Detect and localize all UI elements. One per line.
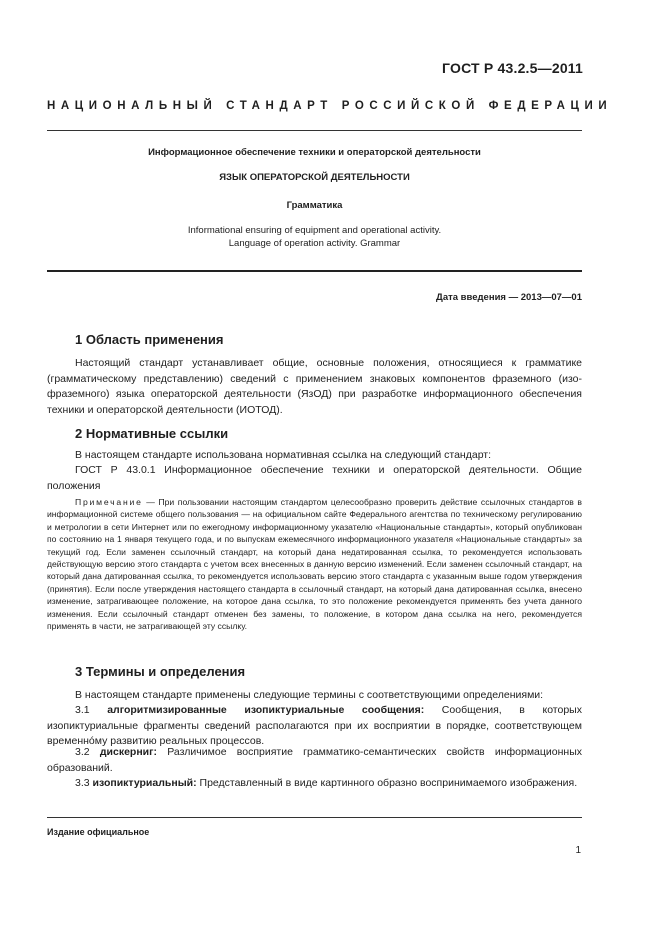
section1-heading: 1 Область применения bbox=[75, 332, 224, 347]
section3-heading: 3 Термины и определения bbox=[75, 664, 246, 679]
term-definition: Сообщения, в которых изопиктуриальные фрагменты сведений располагаются при их восприятии в порядке, соответствующем временнóму развитию реальных процессов. bbox=[47, 704, 582, 747]
section2-reference: ГОСТ Р 43.0.1 Информационное обеспечение техники и операторской деятельности. Общие положения bbox=[47, 464, 582, 492]
note-label: Примечание bbox=[75, 497, 143, 507]
section3-intro: В настоящем стандарте применены следующие термины с соответствующими определениями: bbox=[75, 689, 544, 701]
term-number: 3.1 bbox=[75, 704, 90, 716]
section2-intro: В настоящем стандарте использована нормативная ссылка на следующий стандарт: bbox=[75, 449, 492, 461]
document-subtitle: Грамматика bbox=[286, 200, 343, 211]
section2-heading: 2 Нормативные ссылки bbox=[75, 426, 229, 441]
term-3-1 bbox=[47, 703, 582, 750]
term-name: дискерниг: bbox=[99, 746, 157, 758]
term-3-3 bbox=[47, 776, 582, 792]
term-number: 3.3 bbox=[75, 777, 90, 789]
note-text: — При пользовании настоящим стандартом целесообразно проверить действие ссылочных стандартов в информационной системе общего пользования — на официальном сайте Федерального агентства по техническому регулированию и метрологии в сети Интернет или по ежегодному информационному указателю «Национальные стандарты», который опубликован по состоянию на 1 января текущего года, и по выпускам ежемесячного информационного указателя «Национальные стандарты» за текущий год. Если заменен ссылочный стандарт, на который дана недатированная ссылка, то рекомендуется использовать действующую версию этого стандарта с учетом всех внесенных в данную версию изменений. Если заменен ссылочный стандарт, на который дана датированная ссылка, то рекомендуется использовать версию этого стандарта с указанным выше годом утверждения (принятия). Если после утверждения настоящего стандарта в ссылочный стандарт, на который дана датированная ссылка, внесено изменение, затрагивающее положение, на которое дана ссылка, то это положение рекомендуется применять без учета данного изменения. Если ссылочный стандарт отменен без замены, то положение, в котором дана ссылка на него, рекомендуется применять в части, не затрагивающей эту ссылку. bbox=[47, 497, 582, 632]
title-divider bbox=[47, 270, 582, 272]
section2-note bbox=[47, 496, 582, 632]
term-definition: Представленный в виде картинного образно воспринимаемого изображения. bbox=[196, 777, 578, 789]
english-title-line1: Informational ensuring of equipment and operational activity. bbox=[187, 225, 442, 236]
footer-divider bbox=[47, 817, 582, 818]
document-title: ЯЗЫК ОПЕРАТОРСКОЙ ДЕЯТЕЛЬНОСТИ bbox=[219, 172, 410, 183]
page-number: 1 bbox=[575, 845, 581, 856]
term-name: алгоритмизированные изопиктуриальные сообщения: bbox=[107, 704, 425, 716]
document-subject: Информационное обеспечение техники и операторской деятельности bbox=[148, 147, 481, 158]
effective-date: Дата введения — 2013—07—01 bbox=[436, 292, 582, 303]
header-divider bbox=[47, 130, 582, 131]
english-title-line2: Language of operation activity. Grammar bbox=[228, 237, 401, 249]
edition-label: Издание официальное bbox=[47, 827, 150, 837]
section1-text: Настоящий стандарт устанавливает общие, основные положения, относящиеся к грамматике (грамматическому представлению) сведений с применением знаковых компонентов фраземного (изо-фраземного) языка операторской деятельности (ЯзОД) при разработке информационного обеспечения техники и операторской деятельности (ИОТОД). bbox=[47, 357, 582, 416]
term-name: изопиктуриальный: bbox=[92, 777, 197, 789]
national-standard-heading: НАЦИОНАЛЬНЫЙ СТАНДАРТ РОССИЙСКОЙ ФЕДЕРАЦИИ bbox=[47, 100, 613, 112]
english-title bbox=[47, 225, 582, 250]
term-number: 3.2 bbox=[75, 746, 90, 758]
term-3-2 bbox=[47, 745, 582, 776]
standard-code: ГОСТ Р 43.2.5—2011 bbox=[442, 60, 583, 76]
term-definition: Различимое восприятие грамматико-семантических свойств информационных образований. bbox=[47, 746, 582, 774]
